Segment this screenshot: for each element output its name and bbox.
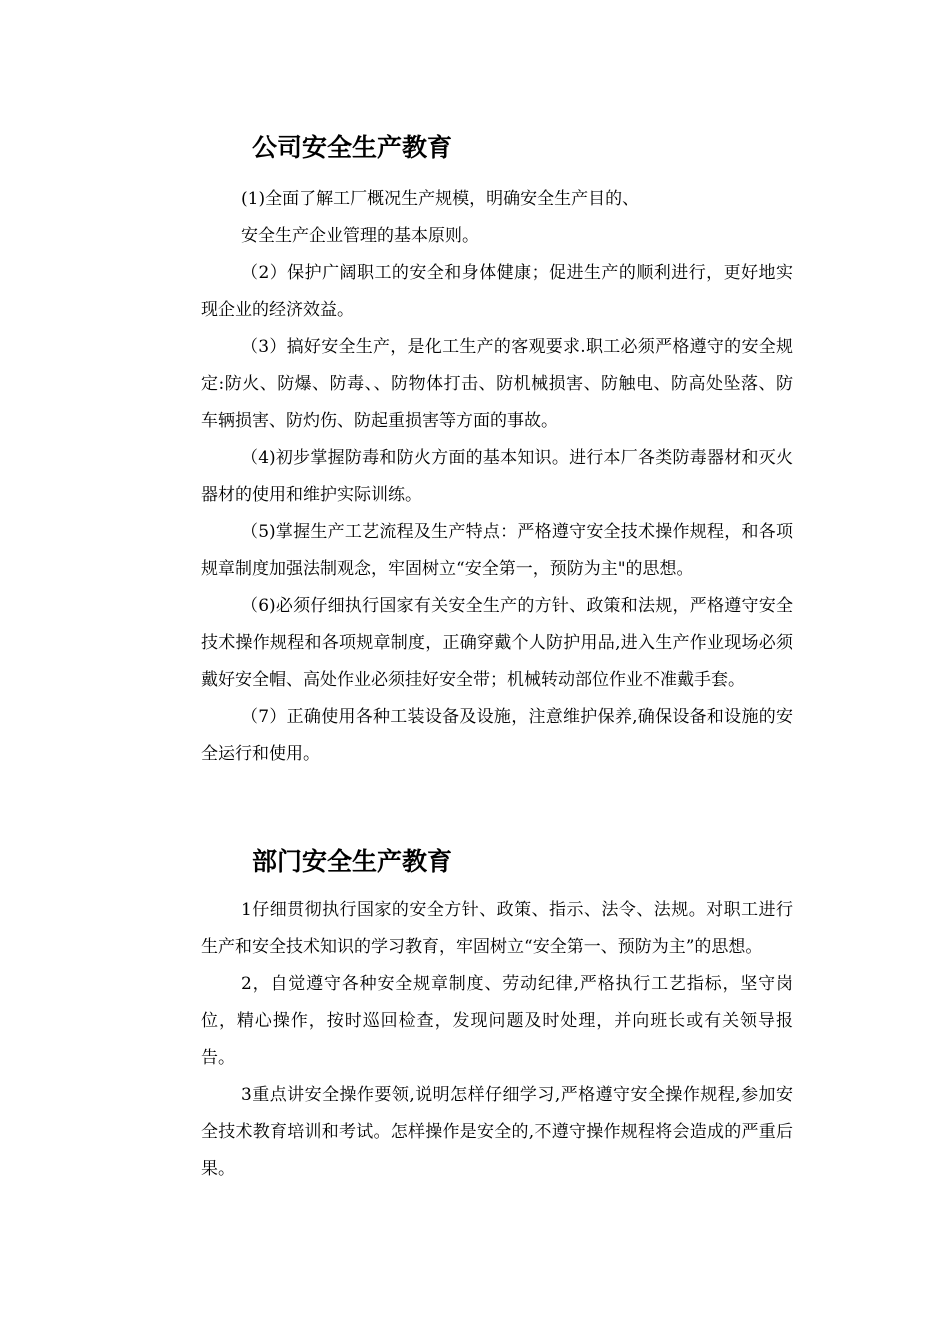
paragraph: 1仔细贯彻执行国家的安全方针、政策、指示、法令、法规。对职工进行生产和安全技术知识的学习教育，牢固树立“安全第一、预防为主”的思想。	[201, 900, 793, 957]
paragraph: （7）正确使用各种工装设备及设施，注意维护保养,确保设备和设施的安全运行和使用。	[201, 707, 793, 764]
section-body-company-safety	[201, 181, 793, 773]
section-title-company-safety: 公司安全生产教育	[252, 133, 453, 162]
intro-line-1: (1)全面了解工厂概况生产规模，明确安全生产目的、	[241, 189, 640, 209]
section-body-department-safety	[201, 892, 793, 1188]
paragraph: （5)掌握生产工艺流程及生产特点：严格遵守安全技术操作规程，和各项规章制度加强法制观念，牢固树立“安全第一，预防为主"的思想。	[201, 522, 793, 579]
paragraph: 3重点讲安全操作要领,说明怎样仔细学习,严格遵守安全操作规程,参加安全技术教育培训和考试。怎样操作是安全的,不遵守操作规程将会造成的严重后果。	[201, 1085, 793, 1179]
intro-line-2: 安全生产企业管理的基本原则。	[241, 226, 479, 246]
paragraph: （4)初步掌握防毒和防火方面的基本知识。进行本厂各类防毒器材和灭火器材的使用和维护实际训练。	[201, 448, 793, 505]
paragraph: （3）搞好安全生产，是化工生产的客观要求.职工必须严格遵守的安全规定:防火、防爆、防毒、、防物体打击、防机械损害、防触电、防高处坠落、防车辆损害、防灼伤、防起重损害等方面的事故。	[201, 337, 793, 431]
paragraph: （2）保护广阔职工的安全和身体健康；促进生产的顺利进行，更好地实现企业的经济效益。	[201, 263, 793, 320]
section-title-department-safety: 部门安全生产教育	[252, 847, 453, 876]
paragraph: （6)必须仔细执行国家有关安全生产的方针、政策和法规，严格遵守安全技术操作规程和各项规章制度，正确穿戴个人防护用品,进入生产作业现场必须戴好安全帽、高处作业必须挂好安全带；机械转动部位作业不准戴手套。	[201, 596, 793, 690]
paragraph: 2，自觉遵守各种安全规章制度、劳动纪律,严格执行工艺指标，坚守岗位，精心操作，按时巡回检查，发现问题及时处理，并向班长或有关领导报告。	[201, 974, 793, 1068]
